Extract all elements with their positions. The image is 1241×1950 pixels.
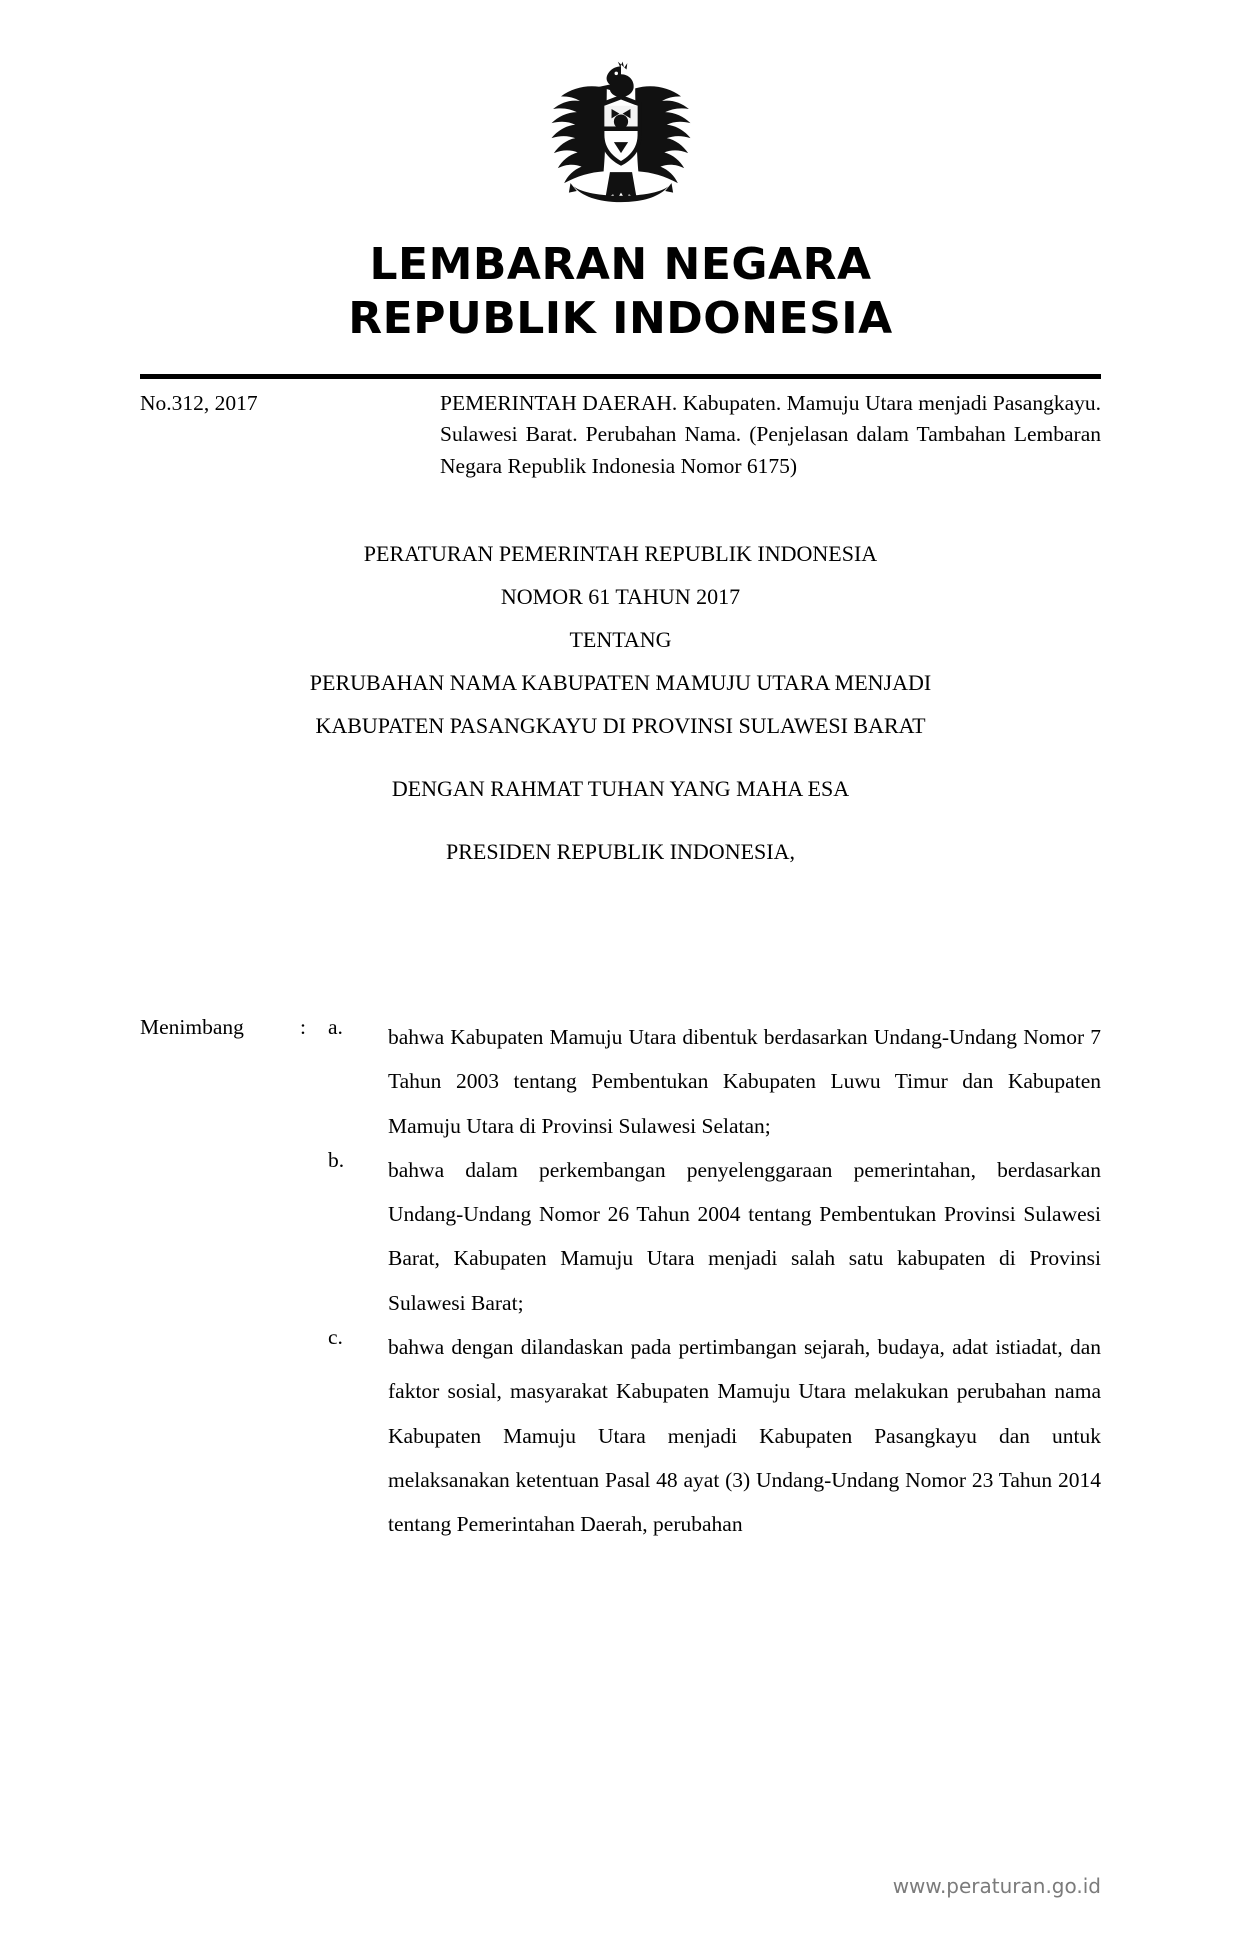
title-spacer-1 [140,758,1101,778]
masthead [0,238,1241,345]
title-spacer-2 [140,821,1101,841]
consideration-letter-a: a. [328,1015,343,1039]
regulation-title-block [140,543,1101,884]
garuda-pancasila-emblem [541,60,701,210]
consideration-text-a: bahwa Kabupaten Mamuju Utara dibentuk berdasarkan Undang-Undang Nomor 7 Tahun 2003 tentang Pembentukan Kabupaten Luwu Timur dan Kabupaten Mamuju Utara di Provinsi Sulawesi Selatan; [388,1025,1101,1138]
header-meta [140,388,1101,482]
header-divider [140,374,1101,379]
masthead-line-1: LEMBARAN NEGARA [369,239,872,290]
title-line-regulation: PERATURAN PEMERINTAH REPUBLIK INDONESIA [363,541,878,566]
consideration-letter-c: c. [328,1324,343,1349]
consideration-text-b: bahwa dalam perkembangan penyelenggaraan pemerintahan, berdasarkan Undang-Undang Nomor 26 Tahun 2004 tentang Pembentukan Provinsi Sulawesi Barat, Kabupaten Mamuju Utara menjadi salah satu kabupaten di Provinsi Sulawesi Barat; [388,1157,1101,1315]
footer-watermark: www.peraturan.go.id [892,1874,1101,1898]
gazette-number: No.312, 2017 [140,391,258,415]
considerations-colon: : [300,1015,306,1039]
considerations-section [140,1015,1101,1546]
consideration-text-c: bahwa dengan dilandaskan pada pertimbangan sejarah, budaya, adat istiadat, dan faktor sosial, masyarakat Kabupaten Mamuju Utara melakukan perubahan nama Kabupaten Mamuju Utara menjadi Kabupaten Pasangkayu dan untuk melaksanakan ketentuan Pasal 48 ayat (3) Undang-Undang Nomor 23 Tahun 2014 tentang Pemerintahan Daerah, perubahan [388,1334,1101,1537]
title-line-subject-1: PERUBAHAN NAMA KABUPATEN MAMUJU UTARA MENJADI [309,670,932,695]
title-line-rahmat: DENGAN RAHMAT TUHAN YANG MAHA ESA [391,776,850,801]
consideration-item-c [140,1325,1101,1546]
masthead-line-2: REPUBLIK INDONESIA [348,292,893,344]
gazette-subject: PEMERINTAH DAERAH. Kabupaten. Mamuju Utara menjadi Pasangkayu. Sulawesi Barat. Perubahan Nama. (Penjelasan dalam Tambahan Lembaran Negara Republik Indonesia Nomor 6175) [440,391,1101,478]
emblem-container [0,60,1241,215]
considerations-label: Menimbang [140,1015,244,1039]
consideration-item-a [140,1015,1101,1148]
consideration-item-b [140,1148,1101,1325]
title-line-number: NOMOR 61 TAHUN 2017 [500,584,741,609]
title-line-subject-2: KABUPATEN PASANGKAYU DI PROVINSI SULAWESI BARAT [315,713,926,738]
title-line-presiden: PRESIDEN REPUBLIK INDONESIA, [446,839,795,864]
consideration-letter-b: b. [328,1147,345,1172]
title-line-tentang: TENTANG [569,627,672,652]
